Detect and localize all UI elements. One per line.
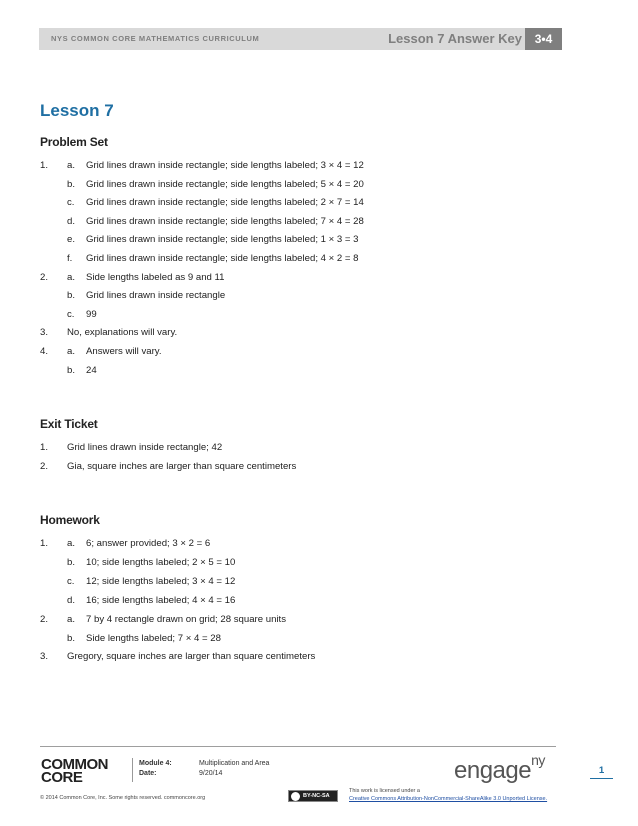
item-number: 2.	[40, 271, 49, 283]
item-text: Grid lines drawn inside rectangle	[86, 290, 226, 302]
item-text: Gia, square inches are larger than square centimeters	[67, 461, 297, 472]
item-text: Grid lines drawn inside rectangle; side lengths labeled; 2 × 7 = 14	[86, 197, 364, 209]
item-letter: d.	[67, 215, 76, 227]
license-link[interactable]: Creative Commons Attribution-NonCommercial-ShareAlike 3.0 Unported License.	[349, 796, 548, 802]
item-text: 7 by 4 rectangle drawn on grid; 28 square units	[86, 613, 286, 625]
item-text: Gregory, square inches are larger than square centimeters	[67, 651, 316, 663]
item-letter: c.	[67, 197, 75, 209]
item-letter: b.	[67, 364, 76, 376]
item-letter: b.	[67, 290, 76, 302]
page-header	[39, 28, 562, 50]
item-number: 3.	[40, 327, 49, 339]
engage-sup: ny	[531, 752, 545, 768]
lesson-title: Lesson 7	[40, 101, 114, 120]
item-letter: e.	[67, 234, 76, 246]
item-letter: b.	[67, 556, 76, 568]
item-text: Grid lines drawn inside rectangle; side lengths labeled; 1 × 3 = 3	[86, 234, 359, 246]
item-text: Answers will vary.	[86, 346, 162, 357]
date-value: 9/20/14	[199, 770, 223, 777]
module-label: Module 4:	[139, 760, 172, 767]
item-letter: a.	[67, 613, 76, 625]
item-letter: c.	[67, 575, 75, 587]
homework-heading: Homework	[40, 513, 100, 527]
item-text: 99	[86, 308, 97, 320]
footer-divider	[40, 746, 556, 747]
cc-license-icon[interactable]	[288, 790, 338, 802]
item-text: 12; side lengths labeled; 3 × 4 = 12	[86, 575, 236, 587]
item-letter: b.	[67, 632, 76, 644]
item-letter: a.	[67, 346, 76, 357]
item-text: No, explanations will vary.	[67, 327, 178, 339]
item-letter: f.	[67, 253, 73, 264]
item-letter: c.	[67, 308, 75, 320]
problem-set-heading: Problem Set	[40, 135, 108, 149]
item-letter: d.	[67, 594, 76, 606]
item-number: 2.	[40, 613, 49, 625]
item-text: Grid lines drawn inside rectangle; 42	[67, 442, 223, 453]
item-text: 10; side lengths labeled; 2 × 5 = 10	[86, 556, 236, 568]
module-value: Multiplication and Area	[199, 760, 270, 767]
grade-module-badge: 3•4	[525, 28, 562, 50]
item-text: Side lengths labeled; 7 × 4 = 28	[86, 632, 221, 644]
item-text: Side lengths labeled as 9 and 11	[86, 271, 225, 283]
exit-ticket-heading: Exit Ticket	[40, 417, 98, 431]
curriculum-title: NYS COMMON CORE MATHEMATICS CURRICULUM	[51, 34, 260, 43]
cc-circle-icon	[291, 792, 300, 801]
item-number: 1.	[40, 160, 49, 171]
item-text: Grid lines drawn inside rectangle; side lengths labeled; 4 × 2 = 8	[86, 253, 359, 264]
item-text: Grid lines drawn inside rectangle; side lengths labeled; 3 × 4 = 12	[86, 160, 364, 171]
answer-key-title: Lesson 7 Answer Key	[388, 31, 522, 46]
item-number: 2.	[40, 461, 49, 472]
logo-line-2: CORE	[41, 769, 83, 786]
item-text: 24	[86, 364, 97, 376]
item-letter: a.	[67, 160, 76, 171]
item-text: 16; side lengths labeled; 4 × 4 = 16	[86, 594, 236, 606]
item-text: 6; answer provided; 3 × 2 = 6	[86, 538, 211, 549]
engageny-logo	[454, 752, 545, 785]
cc-badge-label: BY-NC-SA	[303, 792, 330, 799]
license-text: This work is licensed under a	[349, 788, 420, 794]
date-label: Date:	[139, 770, 157, 777]
item-number: 1.	[40, 442, 49, 453]
common-core-logo	[41, 758, 108, 784]
item-number: 1.	[40, 538, 49, 549]
footer-separator	[132, 758, 133, 782]
item-text: Grid lines drawn inside rectangle; side lengths labeled; 7 × 4 = 28	[86, 215, 364, 227]
item-text: Grid lines drawn inside rectangle; side lengths labeled; 5 × 4 = 20	[86, 178, 364, 190]
logo-line-1: COMMON	[41, 756, 108, 773]
item-letter: a.	[67, 538, 76, 549]
item-number: 4.	[40, 346, 49, 357]
engage-text: engage	[454, 757, 532, 784]
page-number: 1	[590, 765, 613, 779]
item-number: 3.	[40, 651, 49, 663]
copyright-text: © 2014 Common Core, Inc. Some rights reserved. commoncore.org	[40, 795, 206, 801]
item-letter: b.	[67, 178, 76, 190]
item-letter: a.	[67, 271, 76, 283]
